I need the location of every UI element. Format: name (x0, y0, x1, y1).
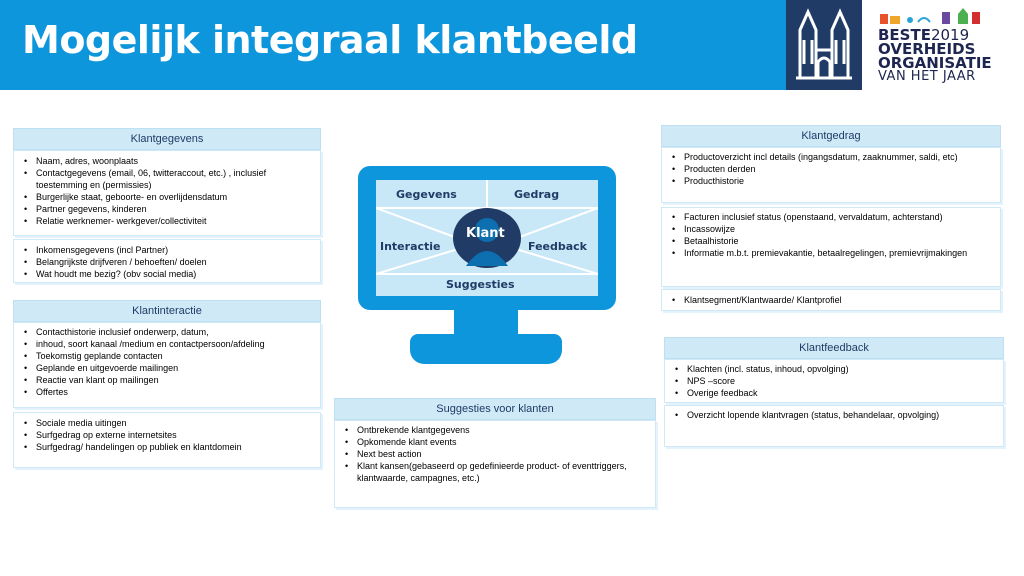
monitor-graphic (358, 166, 616, 310)
list-item: • Incassowijze (662, 223, 1000, 235)
panel-title: Klantinteractie (13, 300, 321, 322)
list-item: • Informatie m.b.t. premievakantie, betaalregelingen, premievrijmakingen (662, 247, 1000, 259)
klantfeedback-group-2 (664, 405, 1004, 447)
list-item: • NPS –score (665, 375, 1003, 387)
list-item: • Naam, adres, woonplaats (14, 155, 320, 167)
castle-icon (786, 0, 862, 90)
list-item: • Surfgedrag/ handelingen op publiek en klantdomein (14, 441, 320, 453)
suggesties-group-1 (334, 420, 656, 508)
list-item: • Reactie van klant op mailingen (14, 374, 320, 386)
panel-klantgedrag (661, 125, 1001, 147)
list-item: • Geplande en uitgevoerde mailingen (14, 362, 320, 374)
list-item: • Next best action (335, 448, 655, 460)
panel-klantinteractie (13, 300, 321, 322)
bullet-list (665, 409, 1003, 421)
page-title: Mogelijk integraal klantbeeld (22, 18, 638, 62)
bullet-list (14, 417, 320, 453)
screen-label-suggesties: Suggesties (446, 278, 515, 291)
list-item: • Overzicht lopende klantvragen (status, behandelaar, opvolging) (665, 409, 1003, 421)
klantgegevens-group-2 (13, 239, 321, 283)
list-item: • Contacthistorie inclusief onderwerp, datum, (14, 326, 320, 338)
list-item: • Surfgedrag op externe internetsites (14, 429, 320, 441)
klantinteractie-group-1 (13, 322, 321, 408)
list-item: • Inkomensgegevens (incl Partner) (14, 244, 320, 256)
list-item: • Partner gegevens, kinderen (14, 203, 320, 215)
monitor-base (410, 334, 562, 364)
panel-title: Klantgegevens (13, 128, 321, 150)
list-item: • inhoud, soort kanaal /medium en contactpersoon/afdeling (14, 338, 320, 350)
list-item: • Productoverzicht incl details (ingangsdatum, zaaknummer, saldi, etc) (662, 151, 1000, 163)
screen-label-klant: Klant (466, 226, 505, 241)
panel-klantgegevens (13, 128, 321, 150)
list-item: • Toekomstig geplande contacten (14, 350, 320, 362)
klantinteractie-group-2 (13, 412, 321, 468)
skyline-icon (862, 0, 1024, 28)
list-item: • Producten derden (662, 163, 1000, 175)
screen-label-gedrag: Gedrag (514, 188, 560, 201)
award-line4: VAN HET JAAR (878, 69, 976, 84)
award-line2: OVERHEIDS (878, 40, 976, 58)
list-item: • Offertes (14, 386, 320, 398)
list-item: • Klant kansen(gebaseerd op gedefinieerde product- of eventtriggers, klantwaarde, campagnes, etc.) (335, 460, 655, 484)
list-item: • Klachten (incl. status, inhoud, opvolging) (665, 363, 1003, 375)
list-item: • Ontbrekende klantgegevens (335, 424, 655, 436)
list-item: • Sociale media uitingen (14, 417, 320, 429)
bullet-list (14, 326, 320, 398)
klantgegevens-group-1 (13, 150, 321, 236)
list-item: • Producthistorie (662, 175, 1000, 187)
list-item: • Betaalhistorie (662, 235, 1000, 247)
panel-title: Suggesties voor klanten (334, 398, 656, 420)
award-logo (862, 0, 1024, 90)
panel-title: Klantgedrag (661, 125, 1001, 147)
list-item: • Burgerlijke staat, geboorte- en overlijdensdatum (14, 191, 320, 203)
list-item: • Overige feedback (665, 387, 1003, 399)
list-item: • Opkomende klant events (335, 436, 655, 448)
customer-head-icon (452, 208, 522, 274)
list-item: • Contactgegevens (email, 06, twitteraccout, etc.) , inclusief toestemming en (permissies) (14, 167, 320, 191)
bullet-list (14, 155, 320, 227)
list-item: • Wat houdt me bezig? (obv social media) (14, 268, 320, 280)
screen-label-interactie: Interactie (380, 240, 441, 253)
award-line3: ORGANISATIE (878, 54, 992, 72)
bullet-list (335, 424, 655, 484)
monitor-screen (376, 180, 598, 296)
list-item: • Klantsegment/Klantwaarde/ Klantprofiel (662, 294, 1000, 306)
bullet-list (14, 244, 320, 280)
screen-label-gegevens: Gegevens (396, 188, 457, 201)
list-item: • Facturen inclusief status (openstaand, vervaldatum, achterstand) (662, 211, 1000, 223)
award-line1: BESTE (878, 26, 931, 44)
klantgedrag-group-1 (661, 147, 1001, 203)
city-logo (786, 0, 862, 90)
klantgedrag-group-2 (661, 207, 1001, 287)
panel-title: Klantfeedback (664, 337, 1004, 359)
klantgedrag-group-3 (661, 289, 1001, 311)
list-item: • Relatie werknemer- werkgever/collectiviteit (14, 215, 320, 227)
list-item: • Belangrijkste drijfveren / behoeften/ doelen (14, 256, 320, 268)
bullet-list (662, 294, 1000, 306)
panel-suggesties (334, 398, 656, 420)
screen-label-feedback: Feedback (528, 240, 587, 253)
panel-klantfeedback (664, 337, 1004, 359)
bullet-list (665, 363, 1003, 399)
klantfeedback-group-1 (664, 359, 1004, 403)
award-year: 2019 (930, 26, 970, 44)
bullet-list (662, 151, 1000, 187)
bullet-list (662, 211, 1000, 259)
